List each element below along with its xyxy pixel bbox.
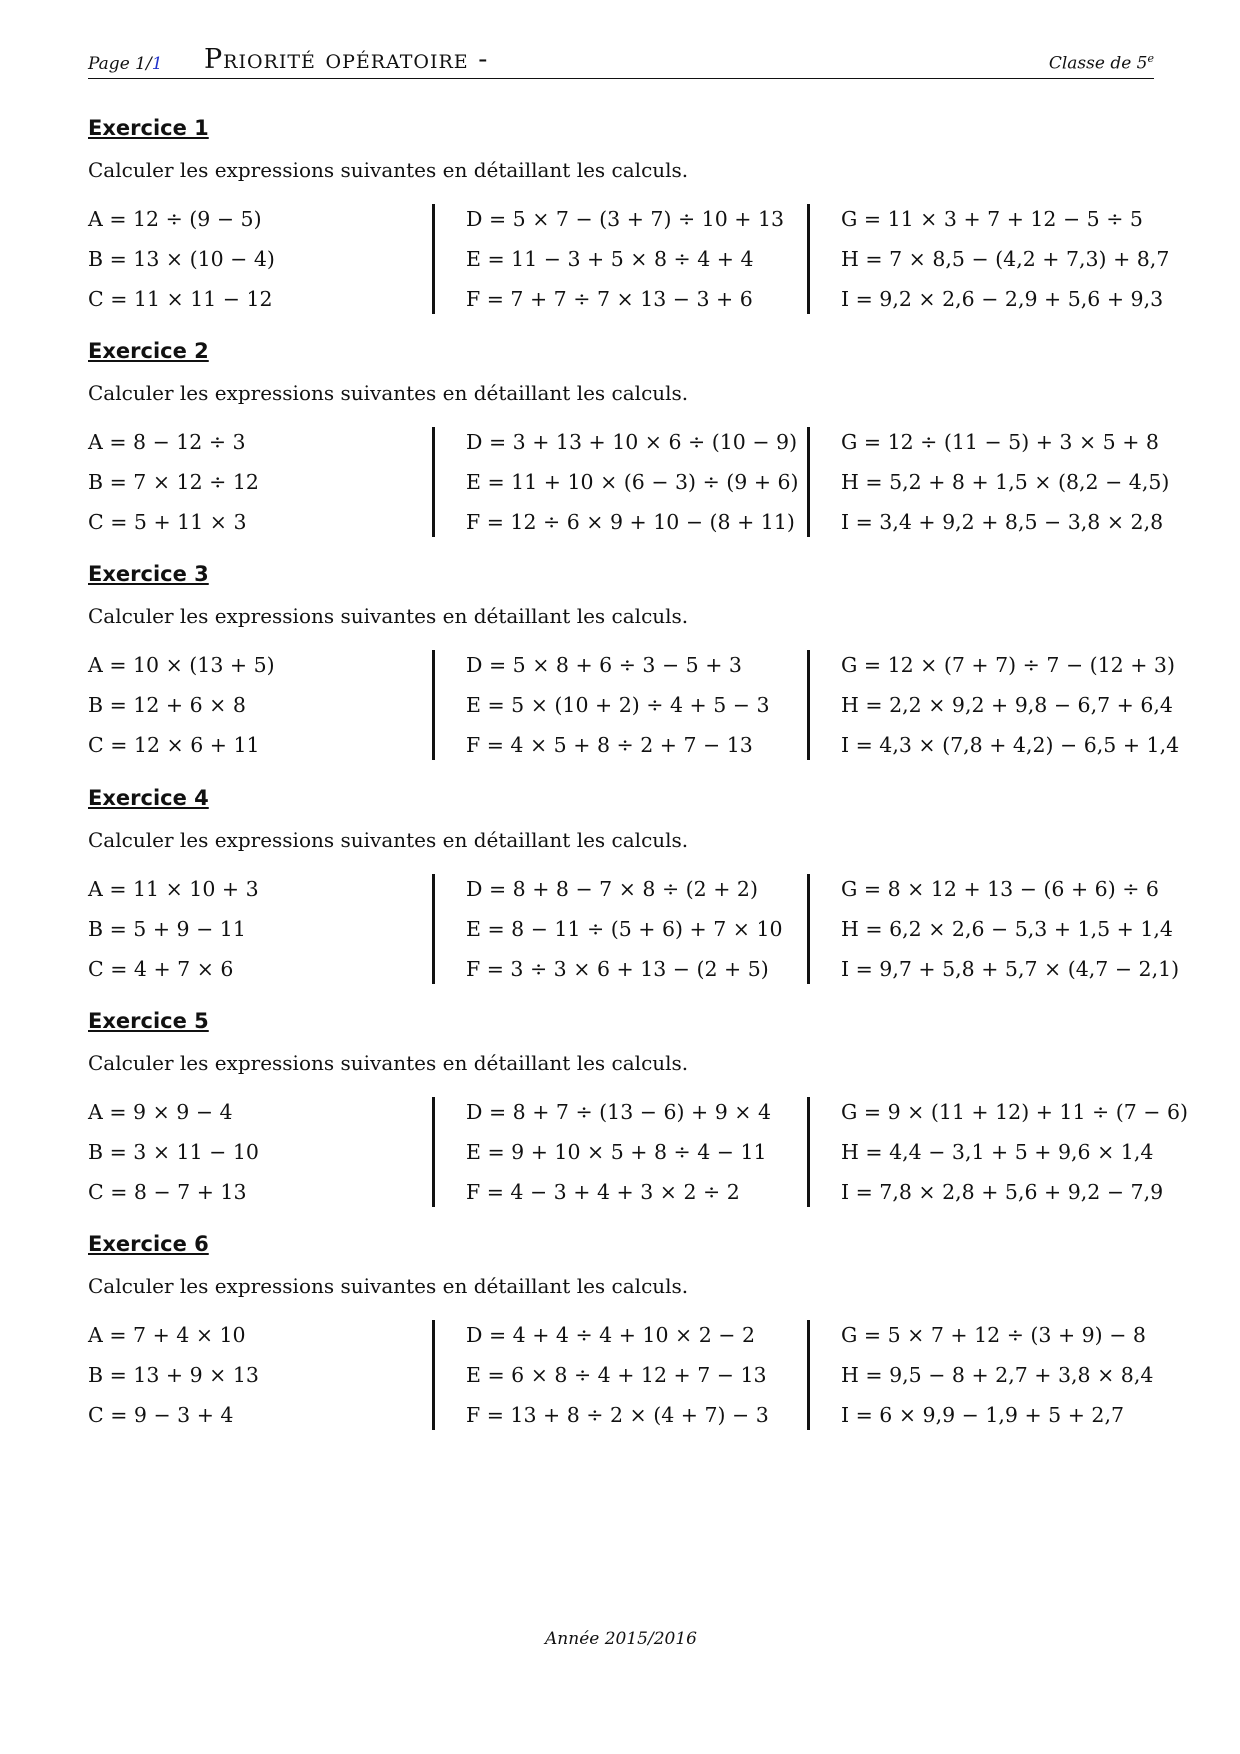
expression: C = 11 × 11 − 12 (88, 287, 273, 311)
exercise-4 (88, 786, 1180, 1016)
expression: A = 9 × 9 − 4 (88, 1100, 233, 1124)
expression: G = 8 × 12 + 13 − (6 + 6) ÷ 6 (841, 877, 1159, 901)
expression: H = 7 × 8,5 − (4,2 + 7,3) + 8,7 (841, 247, 1170, 271)
expression: E = 8 − 11 ÷ (5 + 6) + 7 × 10 (466, 917, 783, 941)
expression: F = 4 − 3 + 4 + 3 × 2 ÷ 2 (466, 1180, 740, 1204)
expression: G = 12 ÷ (11 − 5) + 3 × 5 + 8 (841, 430, 1159, 454)
exercise-3 (88, 562, 1180, 792)
expression: D = 5 × 7 − (3 + 7) ÷ 10 + 13 (466, 207, 785, 231)
expression: C = 4 + 7 × 6 (88, 957, 234, 981)
exercise-title: Exercice 5 (88, 1009, 209, 1033)
expression: C = 5 + 11 × 3 (88, 510, 247, 534)
expression-columns (88, 1320, 1154, 1430)
expression: H = 4,4 − 3,1 + 5 + 9,6 × 1,4 (841, 1140, 1154, 1164)
expression: I = 4,3 × (7,8 + 4,2) − 6,5 + 1,4 (841, 733, 1180, 757)
expression-column-2 (432, 1320, 806, 1430)
expression-column-2 (432, 1097, 806, 1207)
expression: I = 9,7 + 5,8 + 5,7 × (4,7 − 2,1) (841, 957, 1180, 981)
expression: D = 8 + 8 − 7 × 8 ÷ (2 + 2) (466, 877, 758, 901)
expression: I = 7,8 × 2,8 + 5,6 + 9,2 − 7,9 (841, 1180, 1164, 1204)
exercise-title: Exercice 2 (88, 339, 209, 363)
expression-column-1 (88, 874, 428, 984)
expression: B = 7 × 12 ÷ 12 (88, 470, 259, 494)
page-number: Page 1/1 (88, 54, 163, 74)
expression-column-1 (88, 427, 428, 537)
expression: D = 8 + 7 ÷ (13 − 6) + 9 × 4 (466, 1100, 771, 1124)
expression: C = 12 × 6 + 11 (88, 733, 260, 757)
exercise-title: Exercice 6 (88, 1232, 209, 1256)
expression-columns (88, 204, 1170, 314)
expression-column-3 (807, 204, 1170, 314)
exercise-1 (88, 116, 1170, 346)
expression: G = 5 × 7 + 12 ÷ (3 + 9) − 8 (841, 1323, 1146, 1347)
expression: C = 9 − 3 + 4 (88, 1403, 234, 1427)
expression-columns (88, 1097, 1189, 1207)
expression: G = 12 × (7 + 7) ÷ 7 − (12 + 3) (841, 653, 1175, 677)
expression: I = 3,4 + 9,2 + 8,5 − 3,8 × 2,8 (841, 510, 1164, 534)
exercise-title: Exercice 1 (88, 116, 209, 140)
expression: I = 9,2 × 2,6 − 2,9 + 5,6 + 9,3 (841, 287, 1164, 311)
expression: I = 6 × 9,9 − 1,9 + 5 + 2,7 (841, 1403, 1125, 1427)
expression: E = 5 × (10 + 2) ÷ 4 + 5 − 3 (466, 693, 770, 717)
expression-column-1 (88, 204, 428, 314)
expression: G = 11 × 3 + 7 + 12 − 5 ÷ 5 (841, 207, 1143, 231)
expression: F = 3 ÷ 3 × 6 + 13 − (2 + 5) (466, 957, 769, 981)
exercise-title: Exercice 4 (88, 786, 209, 810)
expression: H = 6,2 × 2,6 − 5,3 + 1,5 + 1,4 (841, 917, 1173, 941)
exercise-2 (88, 339, 1170, 569)
expression-column-3 (807, 1097, 1189, 1207)
expression-column-2 (432, 427, 806, 537)
exercise-instruction: Calculer les expressions suivantes en détaillant les calculs. (88, 1274, 689, 1298)
expression: E = 11 + 10 × (6 − 3) ÷ (9 + 6) (466, 470, 799, 494)
expression: H = 9,5 − 8 + 2,7 + 3,8 × 8,4 (841, 1363, 1154, 1387)
expression: B = 13 + 9 × 13 (88, 1363, 259, 1387)
expression: F = 4 × 5 + 8 ÷ 2 + 7 − 13 (466, 733, 753, 757)
page-title: Priorité opératoire - (204, 44, 489, 75)
expression: D = 3 + 13 + 10 × 6 ÷ (10 − 9) (466, 430, 798, 454)
expression-column-3 (807, 427, 1170, 537)
expression: B = 13 × (10 − 4) (88, 247, 275, 271)
expression: G = 9 × (11 + 12) + 11 ÷ (7 − 6) (841, 1100, 1189, 1124)
expression: B = 5 + 9 − 11 (88, 917, 246, 941)
exercise-instruction: Calculer les expressions suivantes en détaillant les calculs. (88, 158, 689, 182)
expression: D = 4 + 4 ÷ 4 + 10 × 2 − 2 (466, 1323, 755, 1347)
expression: H = 2,2 × 9,2 + 9,8 − 6,7 + 6,4 (841, 693, 1173, 717)
expression-column-1 (88, 650, 428, 760)
expression: A = 11 × 10 + 3 (88, 877, 259, 901)
expression-column-3 (807, 1320, 1157, 1430)
page-total-link[interactable]: 1 (151, 54, 163, 74)
exercise-instruction: Calculer les expressions suivantes en détaillant les calculs. (88, 381, 689, 405)
expression: F = 13 + 8 ÷ 2 × (4 + 7) − 3 (466, 1403, 769, 1427)
exercise-instruction: Calculer les expressions suivantes en détaillant les calculs. (88, 828, 689, 852)
expression-column-2 (432, 874, 806, 984)
expression: F = 7 + 7 ÷ 7 × 13 − 3 + 6 (466, 287, 753, 311)
expression: D = 5 × 8 + 6 ÷ 3 − 5 + 3 (466, 653, 742, 677)
expression: E = 6 × 8 ÷ 4 + 12 + 7 − 13 (466, 1363, 767, 1387)
expression: C = 8 − 7 + 13 (88, 1180, 247, 1204)
page-footer: Année 2015/2016 (545, 1629, 697, 1649)
expression: E = 9 + 10 × 5 + 8 ÷ 4 − 11 (466, 1140, 767, 1164)
expression: F = 12 ÷ 6 × 9 + 10 − (8 + 11) (466, 510, 795, 534)
page-header (88, 44, 1154, 79)
exercise-6 (88, 1232, 1154, 1462)
expression: A = 8 − 12 ÷ 3 (88, 430, 246, 454)
expression-column-3 (807, 650, 1180, 760)
expression-column-2 (432, 650, 806, 760)
expression-column-3 (807, 874, 1180, 984)
exercise-instruction: Calculer les expressions suivantes en détaillant les calculs. (88, 604, 689, 628)
expression-column-1 (88, 1097, 428, 1207)
exercise-5 (88, 1009, 1189, 1239)
expression: B = 3 × 11 − 10 (88, 1140, 259, 1164)
expression-columns (88, 650, 1180, 760)
expression: E = 11 − 3 + 5 × 8 ÷ 4 + 4 (466, 247, 754, 271)
expression: A = 12 ÷ (9 − 5) (88, 207, 262, 231)
exercise-instruction: Calculer les expressions suivantes en détaillant les calculs. (88, 1051, 689, 1075)
expression-columns (88, 874, 1180, 984)
expression: B = 12 + 6 × 8 (88, 693, 246, 717)
expression: A = 10 × (13 + 5) (88, 653, 275, 677)
expression-columns (88, 427, 1170, 537)
expression: H = 5,2 + 8 + 1,5 × (8,2 − 4,5) (841, 470, 1170, 494)
expression-column-2 (432, 204, 806, 314)
exercise-title: Exercice 3 (88, 562, 209, 586)
expression-column-1 (88, 1320, 428, 1430)
expression: A = 7 + 4 × 10 (88, 1323, 246, 1347)
class-label: Classe de 5e (1048, 52, 1154, 74)
